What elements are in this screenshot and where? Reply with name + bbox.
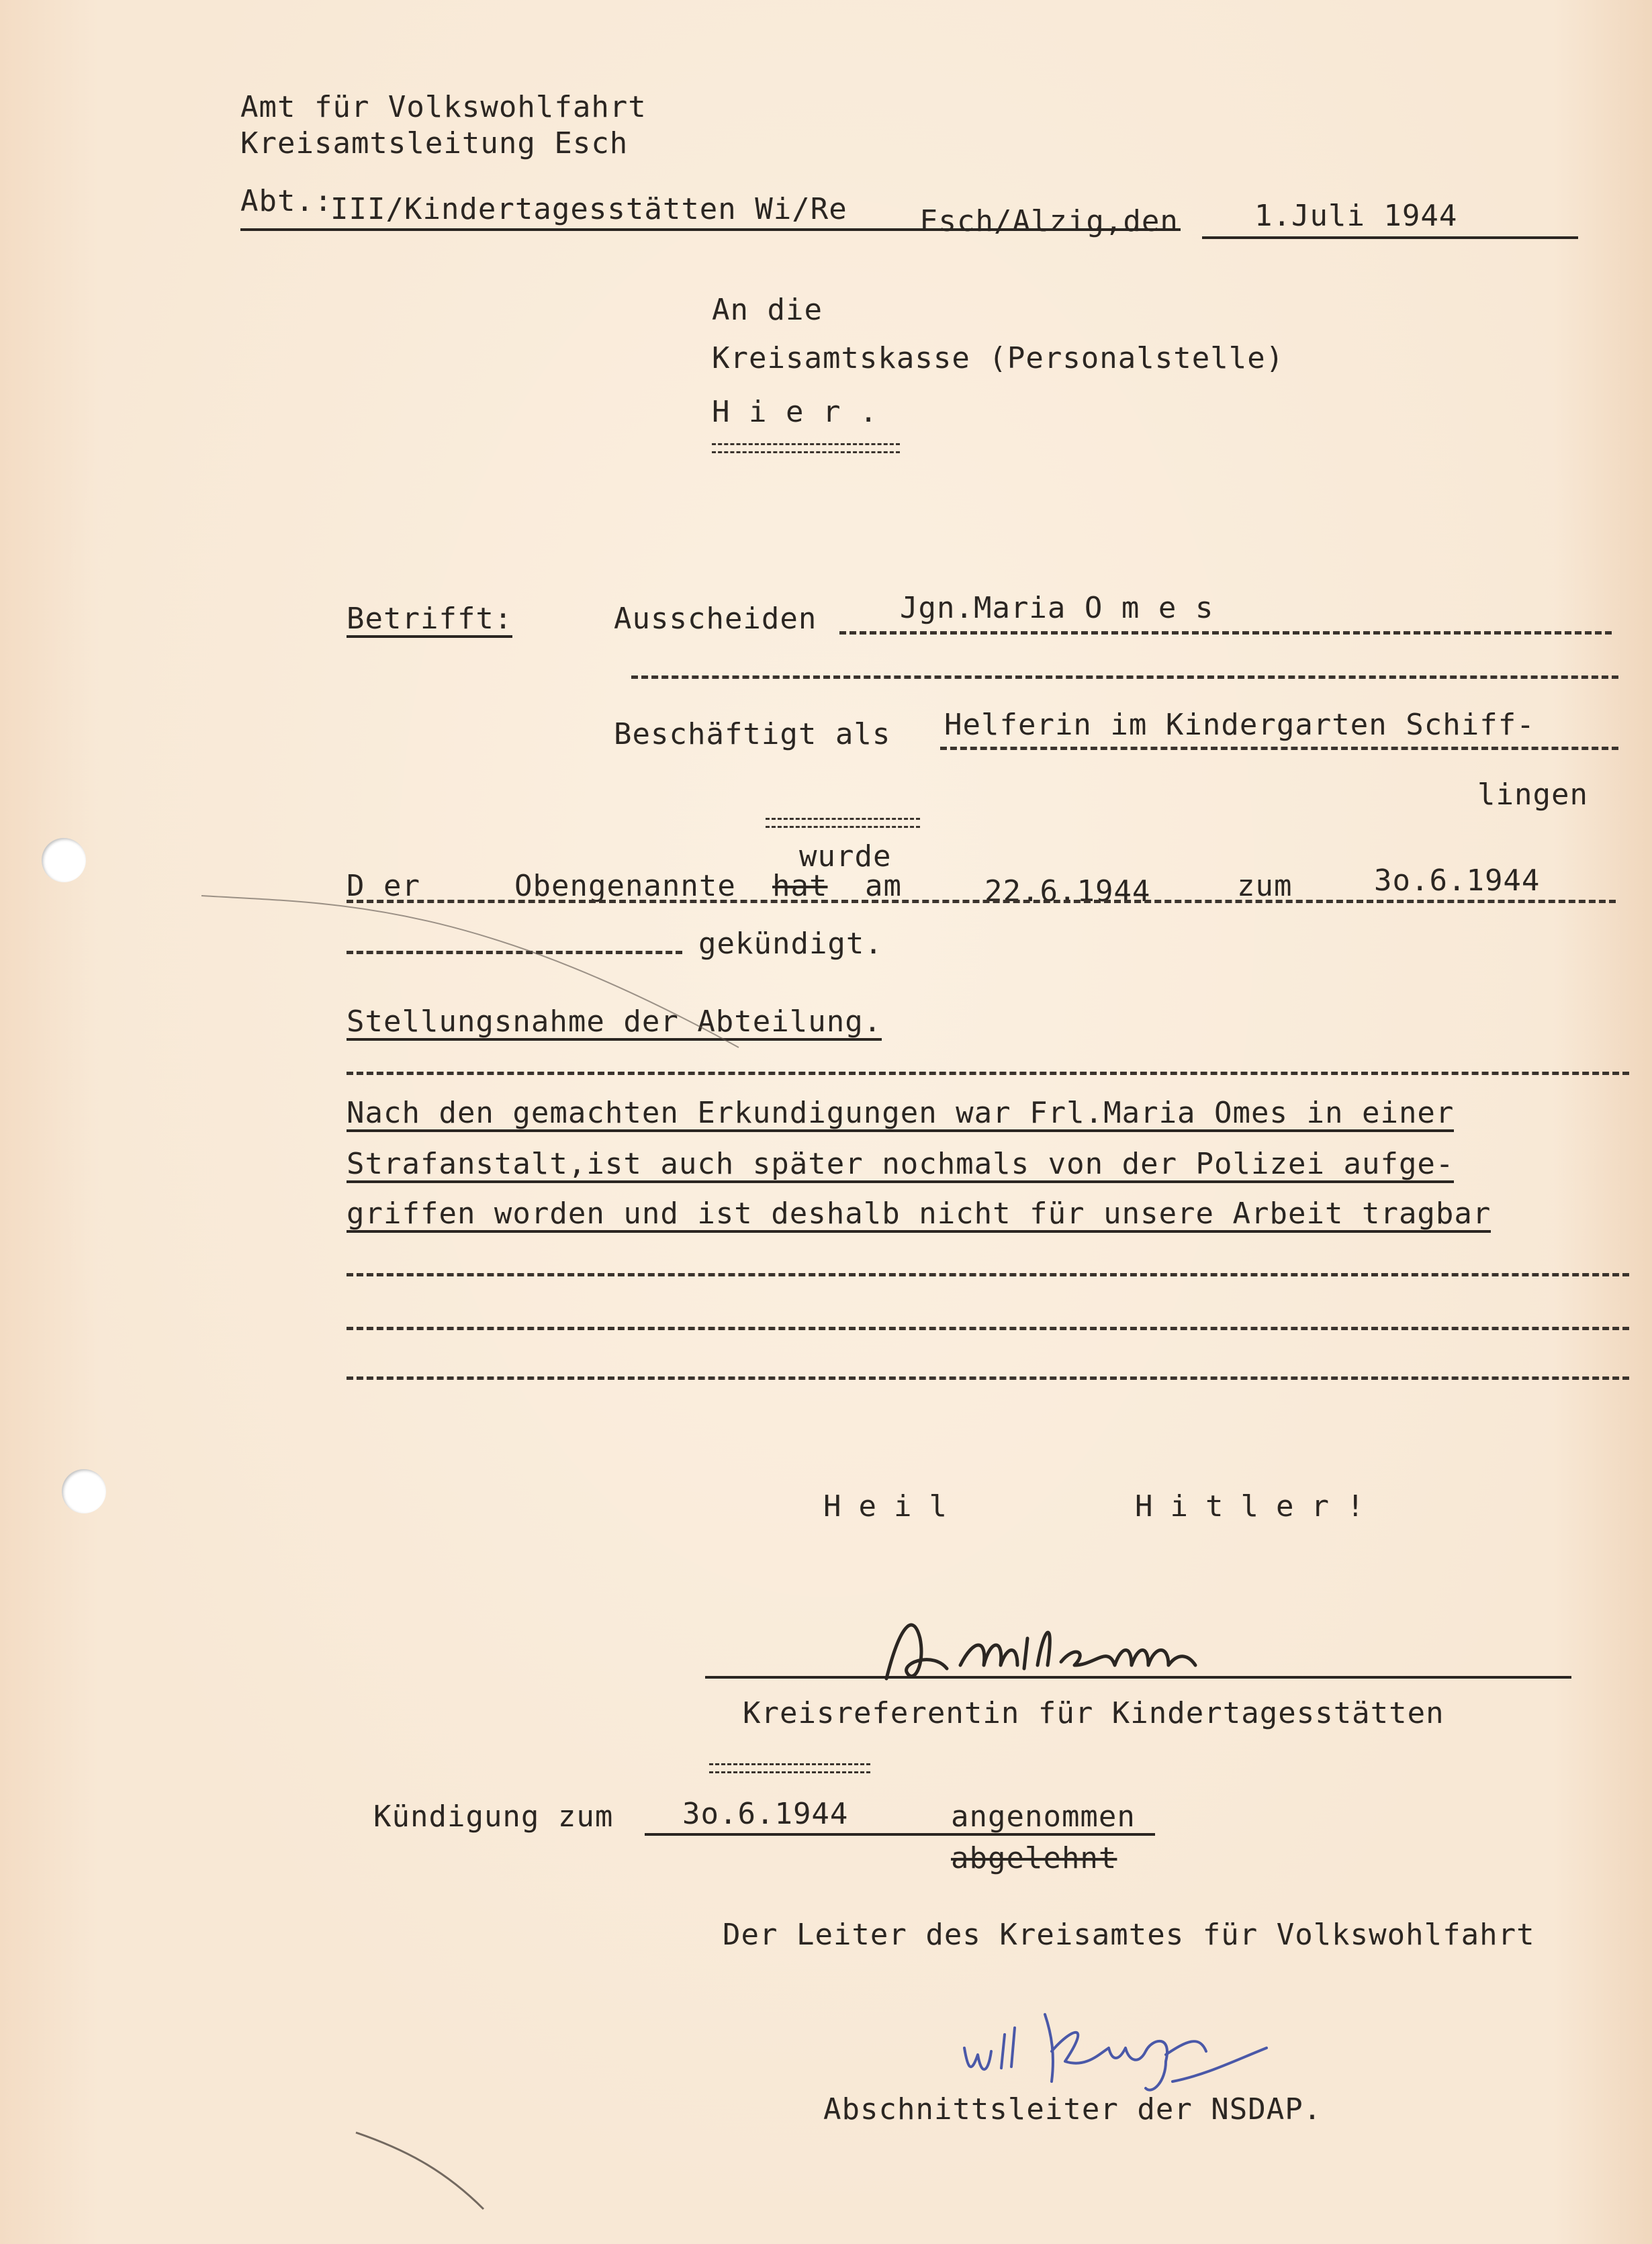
statement-heading: Stellungsnahme der Abteilung. — [347, 1007, 882, 1041]
leaving-label: Ausscheiden — [614, 602, 817, 636]
termination-to-date: 3o.6.1944 — [1374, 863, 1541, 898]
subject-label: Betrifft: — [347, 604, 512, 638]
recipient-line3: H i e r . — [712, 395, 878, 429]
section-leader-title: Abschnittsleiter der NSDAP. — [823, 2092, 1322, 2126]
termination-gekuendigt: gekündigt. — [698, 927, 883, 961]
termination-hat-struck: hat — [772, 869, 828, 903]
termination-am: am — [865, 869, 902, 903]
employed-as-value: Helferin im Kindergarten Schiff- — [944, 708, 1535, 742]
acceptance-rejected: abgelehnt — [951, 1841, 1117, 1875]
termination-obengenannte: Obengenannte — [514, 869, 736, 903]
greeting-heil: Heil — [823, 1489, 964, 1524]
statement-line2: Strafanstalt,ist auch später nochmals von der Polizei aufge- — [347, 1150, 1454, 1183]
termination-wurde: wurde — [799, 839, 892, 874]
acceptance-label: Kündigung zum — [373, 1799, 614, 1834]
acceptance-date: 3o.6.1944 — [682, 1797, 849, 1831]
employed-as-label: Beschäftigt als — [614, 717, 891, 751]
signer-title: Kreisreferentin für Kindertagesstätten — [743, 1696, 1444, 1730]
place-date-label: Esch/Alzig,den — [920, 204, 1179, 238]
leader-title: Der Leiter des Kreisamtes für Volkswohlfahrt — [723, 1918, 1535, 1952]
dept-label: Abt.: — [240, 184, 333, 218]
statement-line1: Nach den gemachten Erkundigungen war Frl.Maria Omes in einer — [347, 1098, 1454, 1132]
letter-date: 1.Juli 1944 — [1254, 199, 1458, 233]
statement-line3: griffen worden und ist deshalb nicht für unsere Arbeit tragbar — [347, 1199, 1491, 1233]
employed-as-value-cont: lingen — [1477, 778, 1588, 812]
dept-value: III/Kindertagesstätten Wi/Re — [330, 192, 847, 226]
termination-der: D er — [347, 869, 420, 903]
greeting-hitler: Hitler! — [1135, 1489, 1382, 1524]
office-name: Amt für Volkswohlfahrt — [240, 90, 647, 124]
leaving-name: Jgn.Maria O m e s — [900, 591, 1214, 625]
recipient-line1: An die — [712, 293, 823, 327]
termination-zum: zum — [1237, 869, 1293, 903]
recipient-line2: Kreisamtskasse (Personalstelle) — [712, 341, 1285, 375]
termination-from-date: 22.6.1944 — [984, 874, 1151, 908]
acceptance-accepted: angenommen — [951, 1799, 1136, 1834]
office-department: Kreisamtsleitung Esch — [240, 126, 629, 160]
